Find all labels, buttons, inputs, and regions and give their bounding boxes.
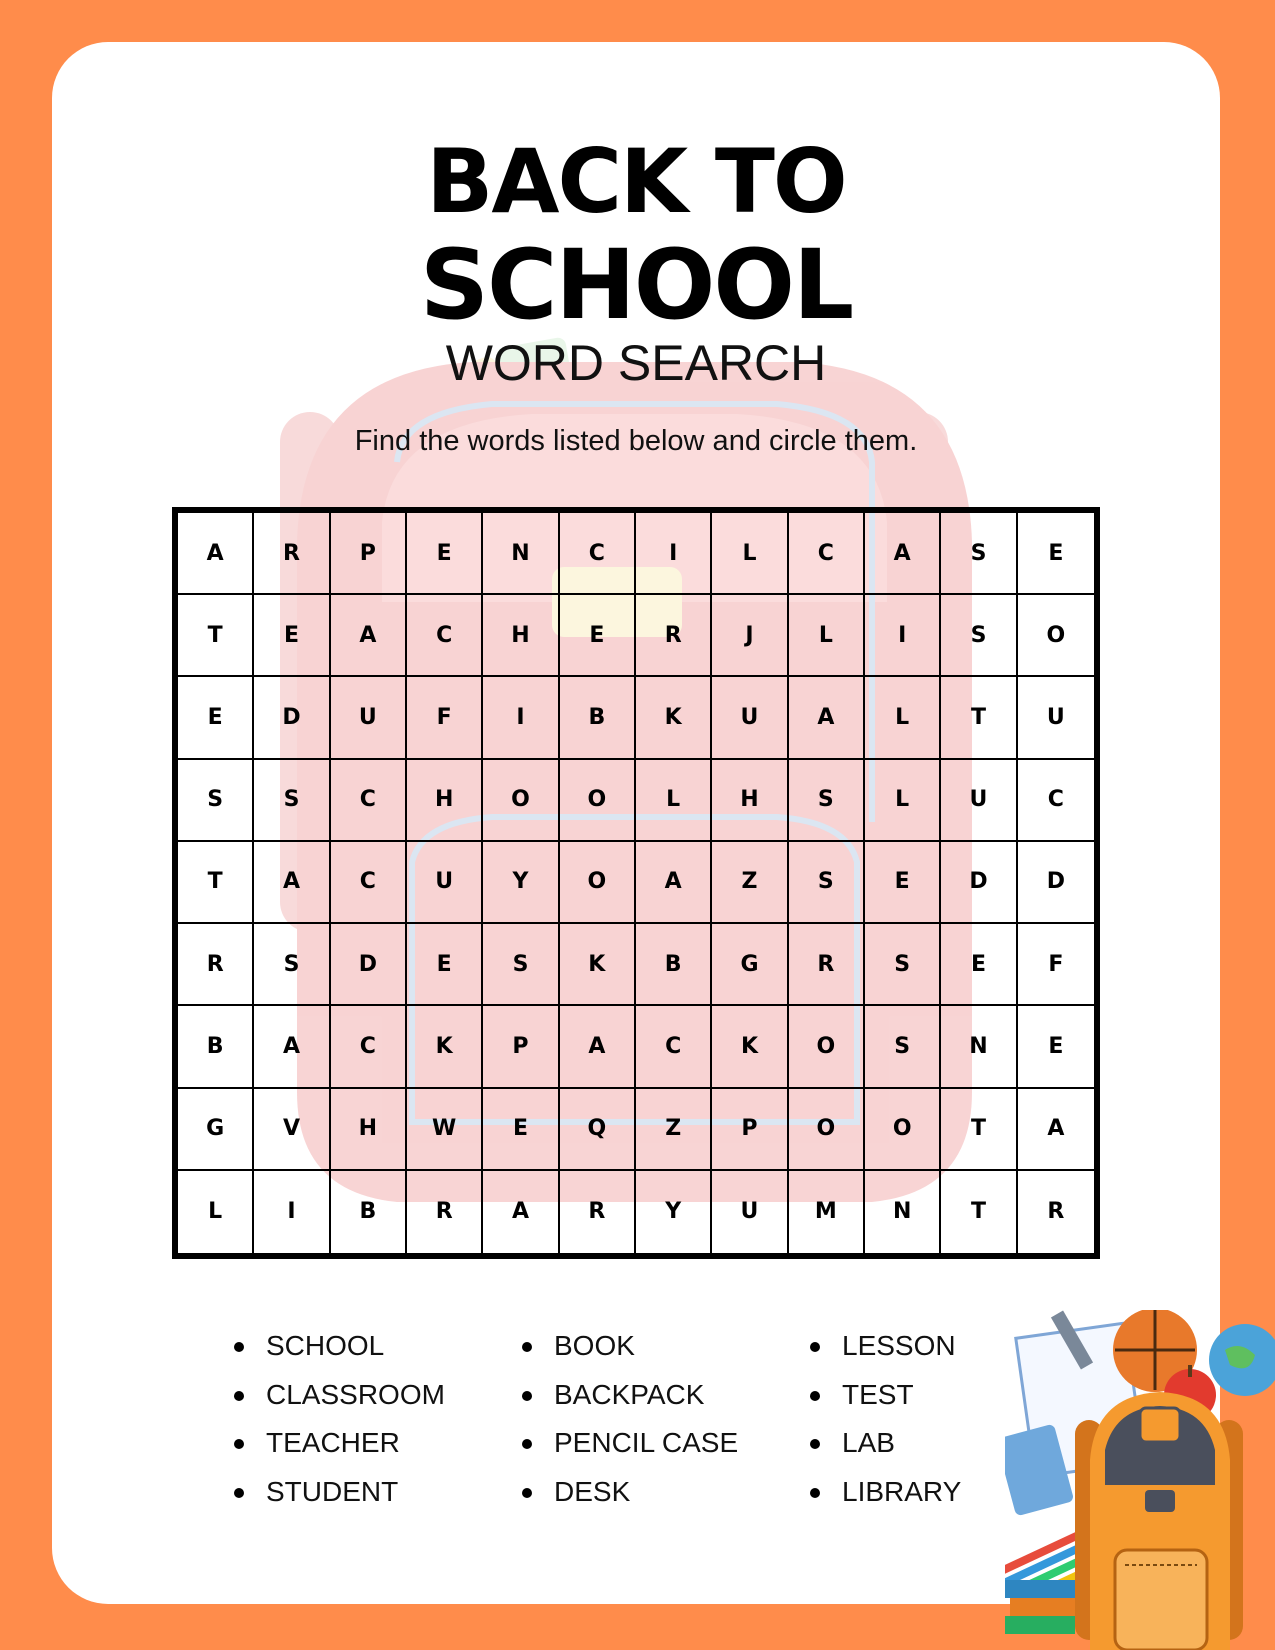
grid-cell[interactable]: B [560,677,636,759]
grid-cell[interactable]: N [941,1006,1017,1088]
grid-cell[interactable]: A [636,842,712,924]
grid-cell[interactable]: O [865,1089,941,1171]
grid-cell[interactable]: I [636,513,712,595]
grid-cell[interactable]: R [789,924,865,1006]
grid-cell[interactable]: A [483,1171,559,1253]
grid-cell[interactable]: R [254,513,330,595]
grid-cell[interactable]: E [483,1089,559,1171]
grid-cell[interactable]: J [712,595,788,677]
grid-cell[interactable]: L [178,1171,254,1253]
grid-cell[interactable]: T [178,842,254,924]
word-list-column-2 [522,1322,810,1516]
grid-cell[interactable]: M [789,1171,865,1253]
grid-cell[interactable]: H [712,760,788,842]
grid-cell[interactable]: C [331,760,407,842]
grid-cell[interactable]: L [865,760,941,842]
word-item: SCHOOL [234,1322,522,1371]
word-item: LIBRARY [810,1468,1010,1517]
grid-cell[interactable]: R [560,1171,636,1253]
grid-cell[interactable]: S [254,924,330,1006]
grid-cell[interactable]: B [331,1171,407,1253]
grid-cell[interactable]: A [1018,1089,1094,1171]
word-item: TEST [810,1371,1010,1420]
word-item: BOOK [522,1322,810,1371]
grid-cell[interactable]: C [331,842,407,924]
grid-cell[interactable]: Y [483,842,559,924]
grid-cell[interactable]: R [178,924,254,1006]
grid-cell[interactable]: V [254,1089,330,1171]
grid-cell[interactable]: E [560,595,636,677]
grid-cell[interactable]: N [483,513,559,595]
grid-cell[interactable]: T [941,677,1017,759]
grid-cell[interactable]: A [331,595,407,677]
grid-cell[interactable]: E [407,513,483,595]
grid-cell[interactable]: E [178,677,254,759]
grid-cell[interactable]: T [941,1171,1017,1253]
grid-cell[interactable]: L [712,513,788,595]
grid-cell[interactable]: O [483,760,559,842]
grid-cell[interactable]: D [331,924,407,1006]
grid-cell[interactable]: S [789,760,865,842]
grid-cell[interactable]: U [407,842,483,924]
grid-cell[interactable]: Y [636,1171,712,1253]
grid-cell[interactable]: L [636,760,712,842]
grid-cell[interactable]: Z [712,842,788,924]
subtitle: WORD SEARCH [445,335,827,391]
school-supplies-icon [1005,1310,1275,1650]
grid-cell[interactable]: U [1018,677,1094,759]
grid-cell[interactable]: I [865,595,941,677]
word-list-column-1 [234,1322,522,1516]
grid-cell[interactable]: S [789,842,865,924]
grid-cell[interactable]: K [636,677,712,759]
grid-cell[interactable]: E [1018,1006,1094,1088]
grid-cell[interactable]: D [1018,842,1094,924]
word-item: LESSON [810,1322,1010,1371]
grid-cell[interactable]: A [254,1006,330,1088]
grid-cell[interactable]: Z [636,1089,712,1171]
word-list [234,1322,962,1516]
grid-cell[interactable]: B [178,1006,254,1088]
grid-cell[interactable]: P [712,1089,788,1171]
grid-cell[interactable]: C [636,1006,712,1088]
grid-cell[interactable]: B [636,924,712,1006]
grid-cell[interactable]: S [865,924,941,1006]
word-item: STUDENT [234,1468,522,1517]
grid-cell[interactable]: P [331,513,407,595]
grid-cell[interactable]: A [560,1006,636,1088]
grid-cell[interactable]: E [865,842,941,924]
grid-cell[interactable]: G [178,1089,254,1171]
grid-cell[interactable]: O [560,760,636,842]
grid-cell[interactable]: N [865,1171,941,1253]
grid-cell[interactable]: E [1018,513,1094,595]
grid-cell[interactable]: A [865,513,941,595]
grid-cell[interactable]: S [254,760,330,842]
grid-cell[interactable]: P [483,1006,559,1088]
grid-cell[interactable]: G [712,924,788,1006]
word-item: LAB [810,1419,1010,1468]
grid-cell[interactable]: T [178,595,254,677]
grid-cell[interactable]: H [407,760,483,842]
word-list-column-3 [810,1322,1010,1516]
grid-cell[interactable]: R [407,1171,483,1253]
grid-cell[interactable]: S [941,513,1017,595]
word-item: CLASSROOM [234,1371,522,1420]
word-search-grid [172,507,1100,1259]
grid-cell[interactable]: U [712,677,788,759]
grid-cell[interactable]: S [941,595,1017,677]
grid-cell[interactable]: S [865,1006,941,1088]
grid-cell[interactable]: F [407,677,483,759]
instructions: Find the words listed below and circle them. [354,425,918,457]
grid-cell[interactable]: O [1018,595,1094,677]
grid-cell[interactable]: A [178,513,254,595]
grid-cell[interactable]: H [483,595,559,677]
grid-cell[interactable]: E [407,924,483,1006]
grid-cell[interactable]: O [560,842,636,924]
grid-cell[interactable]: D [941,842,1017,924]
grid-cell[interactable]: E [941,924,1017,1006]
grid-cell[interactable]: A [789,677,865,759]
title-line-2: SCHOOL [419,229,853,341]
grid-cell[interactable]: C [1018,760,1094,842]
grid-cell[interactable]: C [407,595,483,677]
grid-cell[interactable]: K [712,1006,788,1088]
grid-cell[interactable]: U [712,1171,788,1253]
grid-cell[interactable]: D [254,677,330,759]
word-item: BACKPACK [522,1371,810,1420]
grid-cell[interactable]: C [331,1006,407,1088]
title-line-1: BACK TO [426,130,846,233]
grid-cell[interactable]: S [483,924,559,1006]
grid-cell[interactable]: E [254,595,330,677]
grid-cell[interactable]: L [789,595,865,677]
grid-cell[interactable]: A [254,842,330,924]
grid-cell[interactable]: I [254,1171,330,1253]
grid-cell[interactable]: C [789,513,865,595]
grid-cell[interactable]: U [941,760,1017,842]
grid-cell[interactable]: T [941,1089,1017,1171]
word-item: DESK [522,1468,810,1517]
grid-cell[interactable]: F [1018,924,1094,1006]
grid-cell[interactable]: H [331,1089,407,1171]
grid-cell[interactable]: O [789,1089,865,1171]
grid-cell[interactable]: U [331,677,407,759]
grid-cell[interactable]: R [636,595,712,677]
grid-cell[interactable]: S [178,760,254,842]
grid-cell[interactable]: C [560,513,636,595]
grid-cell[interactable]: O [789,1006,865,1088]
word-item: PENCIL CASE [522,1419,810,1468]
grid-cell[interactable]: K [560,924,636,1006]
grid-cell[interactable]: W [407,1089,483,1171]
grid-cell[interactable]: K [407,1006,483,1088]
grid-cell[interactable]: Q [560,1089,636,1171]
grid-cell[interactable]: I [483,677,559,759]
grid-cell[interactable]: L [865,677,941,759]
grid-cell[interactable]: R [1047,1199,1065,1225]
word-item: TEACHER [234,1419,522,1468]
